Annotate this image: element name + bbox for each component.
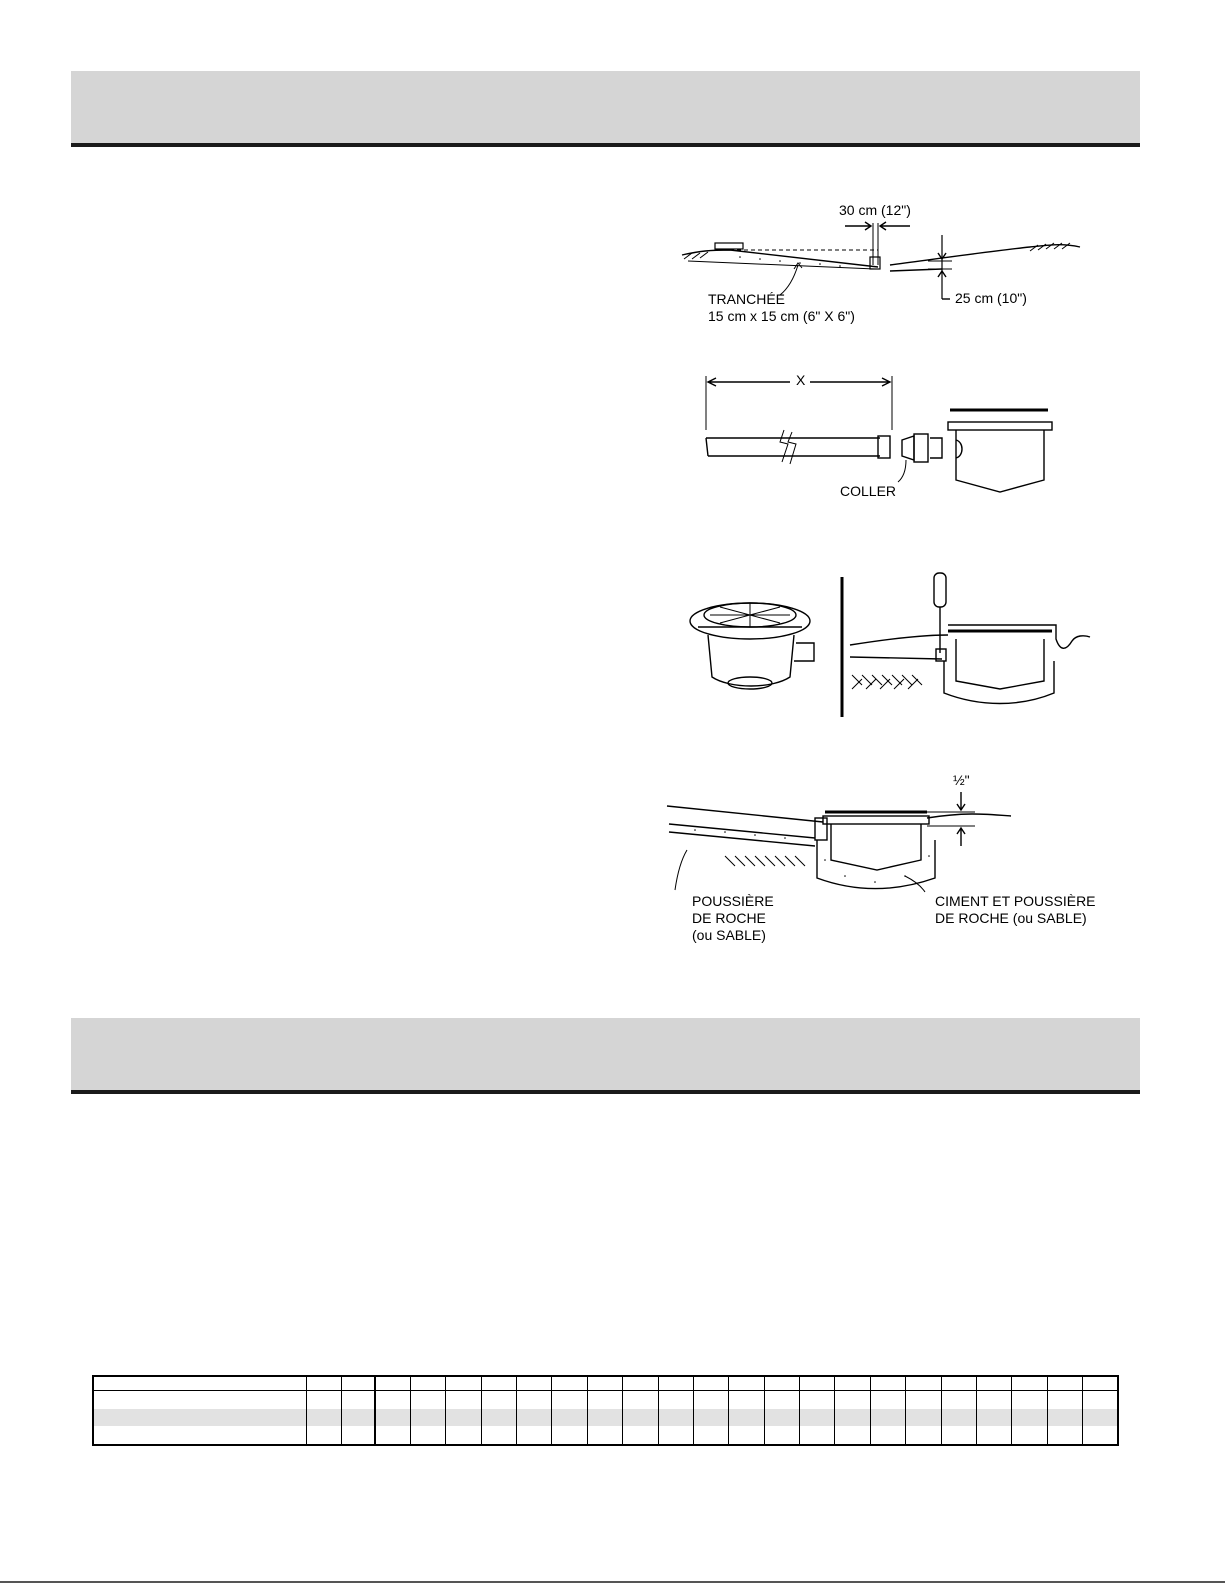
table-cell (517, 1376, 552, 1391)
table-cell (375, 1426, 410, 1445)
table-cell (1047, 1409, 1082, 1427)
table-row (93, 1409, 1118, 1427)
table-cell (906, 1426, 941, 1445)
table-cell (410, 1426, 445, 1445)
table-cell (587, 1376, 622, 1391)
table-cell (623, 1409, 658, 1427)
table-cell (307, 1391, 342, 1409)
table-cell (517, 1409, 552, 1427)
table-cell (729, 1391, 764, 1409)
table-cell (941, 1376, 976, 1391)
table-cell (517, 1391, 552, 1409)
glue-label: COLLER (840, 483, 897, 499)
table-cell (906, 1409, 941, 1427)
page-bottom-rule (0, 1581, 1225, 1583)
table-cell (623, 1391, 658, 1409)
table-cell (623, 1426, 658, 1445)
table-cell (481, 1376, 516, 1391)
table-cell (93, 1409, 307, 1427)
section-header-rule-2 (71, 1090, 1140, 1094)
table-cell (587, 1409, 622, 1427)
table-cell (764, 1391, 799, 1409)
section-header-rule-1 (71, 143, 1140, 147)
table-cell (375, 1391, 410, 1409)
table-cell (552, 1409, 587, 1427)
table-cell (835, 1391, 870, 1409)
table-cell (1012, 1426, 1047, 1445)
table-cell (307, 1426, 342, 1445)
table-cell (658, 1391, 693, 1409)
table-cell (446, 1426, 481, 1445)
table-cell (941, 1426, 976, 1445)
table-cell (1083, 1409, 1119, 1427)
table-cell (1012, 1391, 1047, 1409)
table-cell (342, 1376, 376, 1391)
table-cell (342, 1426, 376, 1445)
bedding-diagram (665, 760, 1105, 890)
table-cell (906, 1391, 941, 1409)
table-cell (976, 1426, 1011, 1445)
table-cell (906, 1376, 941, 1391)
table-cell (1012, 1376, 1047, 1391)
table-cell (693, 1409, 728, 1427)
table-cell (481, 1409, 516, 1427)
pipe-connection-diagram (700, 370, 1060, 500)
table-cell (93, 1391, 307, 1409)
section-header-band-1 (71, 71, 1140, 143)
table-cell (693, 1426, 728, 1445)
table-cell (552, 1391, 587, 1409)
table-cell (1083, 1391, 1119, 1409)
table-cell (307, 1409, 342, 1427)
table-cell (481, 1391, 516, 1409)
table-cell (870, 1409, 905, 1427)
section-header-band-2 (71, 1018, 1140, 1090)
table-cell (941, 1409, 976, 1427)
table-cell (693, 1376, 728, 1391)
table-cell (976, 1376, 1011, 1391)
table-cell (941, 1391, 976, 1409)
table-cell (375, 1409, 410, 1427)
rock-dust-label: POUSSIÈRE DE ROCHE (ou SABLE) (692, 893, 774, 943)
table-cell (410, 1391, 445, 1409)
table-cell (800, 1391, 835, 1409)
table-row (93, 1391, 1118, 1409)
table-cell (800, 1376, 835, 1391)
table-cell (93, 1376, 307, 1391)
table-cell (658, 1426, 693, 1445)
table-cell (1083, 1426, 1119, 1445)
table-cell (93, 1426, 307, 1445)
table-cell (764, 1409, 799, 1427)
table-cell (870, 1376, 905, 1391)
table-cell (870, 1391, 905, 1409)
table-cell (552, 1426, 587, 1445)
table-cell (835, 1376, 870, 1391)
table-cell (552, 1376, 587, 1391)
table-cell (729, 1426, 764, 1445)
cement-rock-dust-label: CIMENT ET POUSSIÈRE DE ROCHE (ou SABLE) (935, 893, 1096, 926)
table-cell (1083, 1376, 1119, 1391)
table-cell (835, 1409, 870, 1427)
table-cell (800, 1409, 835, 1427)
table-cell (446, 1409, 481, 1427)
table-cell (658, 1376, 693, 1391)
drain-assembly-diagram (680, 565, 1100, 725)
half-inch-label: ½" (953, 772, 970, 788)
table-cell (623, 1376, 658, 1391)
table-cell (446, 1391, 481, 1409)
table-cell (1047, 1426, 1082, 1445)
table-cell (1012, 1409, 1047, 1427)
table-row (93, 1426, 1118, 1445)
table-cell (1047, 1391, 1082, 1409)
table-cell (658, 1409, 693, 1427)
table-cell (764, 1426, 799, 1445)
table-cell (764, 1376, 799, 1391)
table-cell (587, 1391, 622, 1409)
table-cell (517, 1426, 552, 1445)
table-cell (587, 1426, 622, 1445)
table-cell (307, 1376, 342, 1391)
table-cell (976, 1409, 1011, 1427)
table-cell (800, 1426, 835, 1445)
table-cell (1047, 1376, 1082, 1391)
dim-label-30cm: 30 cm (12") (839, 202, 911, 218)
table-cell (729, 1376, 764, 1391)
dim-label-25cm: 25 cm (10") (955, 290, 1027, 306)
table-cell (835, 1426, 870, 1445)
table-cell (481, 1426, 516, 1445)
table-cell (976, 1391, 1011, 1409)
length-marker: X (796, 372, 806, 388)
table-cell (729, 1409, 764, 1427)
table-cell (342, 1409, 376, 1427)
table-cell (342, 1391, 376, 1409)
table-cell (870, 1426, 905, 1445)
table-cell (375, 1376, 410, 1391)
table-cell (410, 1409, 445, 1427)
table-cell (693, 1391, 728, 1409)
table-row (93, 1376, 1118, 1391)
table-cell (446, 1376, 481, 1391)
trench-label: TRANCHÉE 15 cm x 15 cm (6" X 6") (708, 291, 855, 324)
table-cell (410, 1376, 445, 1391)
spec-grid-table (92, 1375, 1119, 1446)
